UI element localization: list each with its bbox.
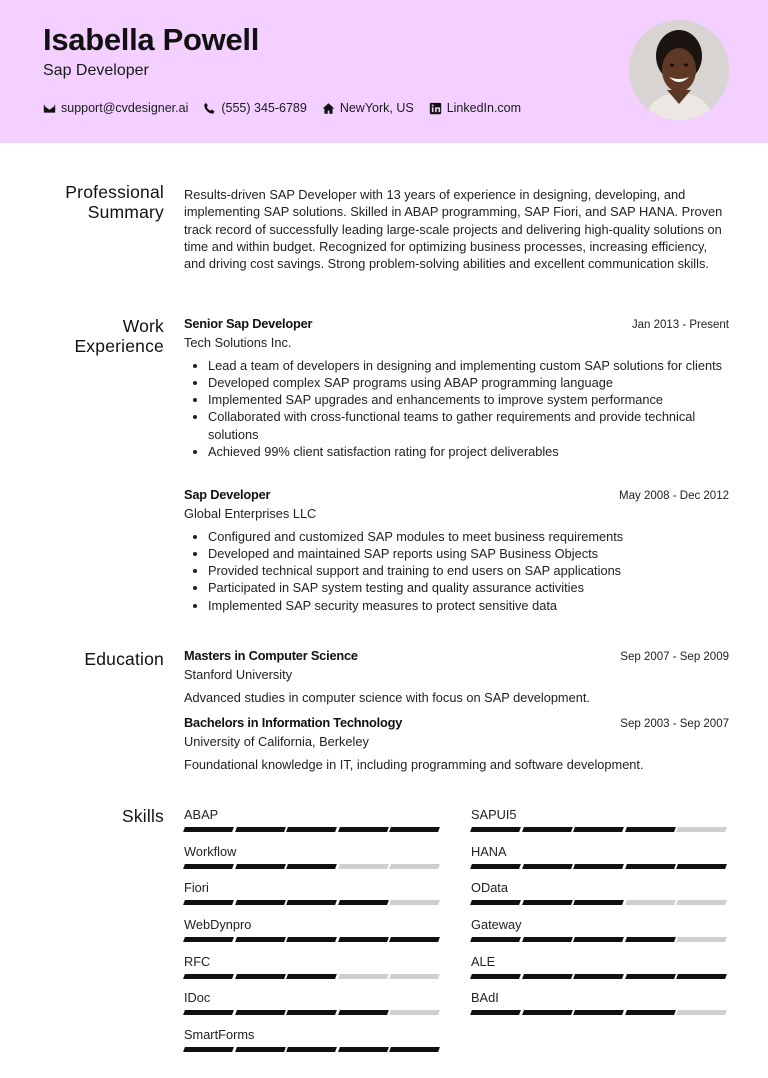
skill-level-segment (470, 864, 520, 869)
envelope-icon (43, 102, 56, 115)
skill-name: Gateway (471, 917, 522, 933)
education-date: Sep 2007 - Sep 2009 (620, 651, 729, 663)
summary-text: Results-driven SAP Developer with 13 years of experience in designing, developing, and implementing SAP solutions. Skilled in ABAP programming, SAP Fiori, and SAP HANA. Proven track record of successfully leading large-scale projects and delivering high-quality solutions on time and within budget. Recognized for optimizing business processes, increasing efficiency, and driving cost savings. Strong problem-solving abilities and excellent communication skills. (184, 187, 723, 272)
contact-bar (43, 101, 536, 115)
section-title-line: Professional (65, 182, 164, 202)
skill-level-segment (470, 900, 520, 905)
skill-name: SmartForms (184, 1027, 255, 1043)
skill-level-segment (389, 974, 439, 979)
list-item: Developed complex SAP programs using ABAP programming language (184, 374, 729, 391)
skill-level-segment (235, 827, 285, 832)
job-date: Jan 2013 - Present (631, 319, 729, 331)
school: University of California, Berkeley (184, 734, 369, 750)
skill-level-segment (522, 937, 572, 942)
skill-item (471, 807, 729, 844)
section-title-skills: Skills (121, 806, 164, 826)
phone-icon (203, 102, 216, 115)
skill-item (184, 990, 442, 1027)
skill-item (471, 990, 729, 1027)
skill-level-segment (676, 900, 726, 905)
skill-level-segment (235, 864, 285, 869)
skill-name: ALE (471, 953, 496, 969)
skill-level-segment (676, 937, 726, 942)
skill-level-segment (338, 864, 388, 869)
skill-level-segment (338, 1047, 388, 1052)
skill-name: OData (471, 880, 508, 896)
job-bullets (184, 528, 729, 614)
skill-level-segment (389, 937, 439, 942)
email-text: support@cvdesigner.ai (61, 101, 189, 115)
section-title-summary (65, 182, 164, 222)
skill-level-segment (286, 900, 336, 905)
list-item: Configured and customized SAP modules to meet business requirements (184, 528, 729, 545)
skill-level-segment (235, 937, 285, 942)
skill-level-segment (389, 1010, 439, 1015)
skill-name: RFC (184, 953, 211, 969)
avatar (629, 20, 729, 120)
skill-name: Workflow (184, 843, 237, 859)
skill-item (471, 880, 729, 917)
skill-level-bar (184, 974, 442, 979)
education-date: Sep 2003 - Sep 2007 (620, 718, 729, 730)
skill-level-bar (184, 1047, 442, 1052)
skill-level-segment (183, 827, 233, 832)
job-company: Global Enterprises LLC (184, 506, 317, 522)
skill-level-bar (471, 864, 729, 869)
skill-item (184, 844, 442, 881)
skills-column-left (184, 807, 442, 1064)
degree: Masters in Computer Science (184, 648, 358, 663)
skill-level-segment (183, 1010, 233, 1015)
list-item: Collaborated with cross-functional teams to gather requirements and provide technical solutions (184, 408, 729, 443)
skill-level-segment (286, 974, 336, 979)
skill-item (471, 844, 729, 881)
job-title: Sap Developer (43, 62, 149, 79)
degree: Bachelors in Information Technology (184, 715, 403, 730)
skill-level-segment (183, 974, 233, 979)
skill-name: IDoc (184, 990, 211, 1006)
skill-level-segment (235, 1010, 285, 1015)
list-item: Implemented SAP upgrades and enhancements to improve system performance (184, 391, 729, 408)
skill-level-segment (625, 974, 675, 979)
skill-level-segment (183, 1047, 233, 1052)
skill-level-segment (286, 937, 336, 942)
skill-level-bar (471, 827, 729, 832)
skill-level-bar (184, 900, 442, 905)
list-item: Participated in SAP system testing and quality assurance activities (184, 579, 729, 596)
skill-name: HANA (471, 843, 507, 859)
skill-level-bar (471, 900, 729, 905)
skill-item (184, 880, 442, 917)
skill-level-segment (573, 1010, 623, 1015)
work-entry (184, 315, 729, 460)
skill-level-segment (338, 1010, 388, 1015)
linkedin-icon (429, 102, 442, 115)
education-description: Advanced studies in computer science with focus on SAP development. (184, 689, 590, 705)
education-entry (184, 714, 729, 773)
list-item: Achieved 99% client satisfaction rating for project deliverables (184, 443, 729, 460)
skill-level-segment (235, 974, 285, 979)
education-description: Foundational knowledge in IT, including programming and software development. (184, 756, 644, 772)
work-entry (184, 486, 729, 614)
skill-level-segment (522, 974, 572, 979)
skill-level-segment (470, 974, 520, 979)
skill-level-segment (338, 827, 388, 832)
skill-level-bar (184, 937, 442, 942)
skill-level-segment (573, 974, 623, 979)
skill-level-segment (676, 827, 726, 832)
profile-photo (629, 20, 729, 120)
skill-name: WebDynpro (184, 917, 252, 933)
skill-item (471, 917, 729, 954)
skill-level-segment (522, 1010, 572, 1015)
skill-level-segment (676, 864, 726, 869)
skill-item (184, 917, 442, 954)
section-title-work (74, 316, 164, 356)
contact-location (322, 101, 414, 115)
skill-name: ABAP (184, 807, 219, 822)
candidate-name: Isabella Powell (43, 22, 260, 57)
skill-level-segment (183, 900, 233, 905)
skill-level-bar (184, 827, 442, 832)
job-role: Sap Developer (184, 487, 271, 502)
job-role: Senior Sap Developer (184, 316, 313, 331)
skill-level-bar (184, 864, 442, 869)
contact-linkedin[interactable] (429, 101, 521, 115)
resume-header (0, 0, 768, 143)
skill-level-segment (573, 864, 623, 869)
skill-name: BAdI (471, 990, 499, 1006)
contact-phone[interactable] (203, 101, 306, 115)
skill-level-segment (573, 827, 623, 832)
school: Stanford University (184, 667, 293, 683)
section-title-line: Summary (87, 202, 164, 222)
education-entry (184, 647, 729, 706)
linkedin-text: LinkedIn.com (446, 101, 522, 115)
skill-level-segment (389, 827, 439, 832)
skill-level-segment (286, 827, 336, 832)
skill-level-segment (522, 827, 572, 832)
skill-level-segment (286, 1010, 336, 1015)
skill-level-segment (522, 900, 572, 905)
skill-item (184, 1027, 442, 1064)
list-item: Provided technical support and training to end users on SAP applications (184, 562, 729, 579)
skill-name: Fiori (184, 880, 209, 896)
home-icon (322, 102, 335, 115)
skill-level-segment (625, 864, 675, 869)
skill-item (184, 807, 442, 844)
skill-name: SAPUI5 (471, 807, 517, 822)
skill-level-segment (338, 974, 388, 979)
skill-level-segment (573, 900, 623, 905)
skill-level-segment (625, 1010, 675, 1015)
skill-level-segment (470, 937, 520, 942)
skill-level-bar (471, 1010, 729, 1015)
skill-level-segment (573, 937, 623, 942)
skill-level-segment (470, 1010, 520, 1015)
section-title-education: Education (84, 649, 164, 669)
list-item: Developed and maintained SAP reports using SAP Business Objects (184, 545, 729, 562)
skill-level-bar (184, 1010, 442, 1015)
skill-level-segment (286, 1047, 336, 1052)
skill-level-segment (625, 937, 675, 942)
skill-level-bar (471, 974, 729, 979)
skills-column-right (471, 807, 729, 1027)
skill-level-segment (183, 864, 233, 869)
skill-level-segment (470, 827, 520, 832)
phone-text: (555) 345-6789 (221, 101, 307, 115)
skill-level-segment (235, 1047, 285, 1052)
skill-level-segment (676, 974, 726, 979)
skill-level-segment (235, 900, 285, 905)
skill-item (471, 954, 729, 991)
job-date: May 2008 - Dec 2012 (619, 490, 729, 502)
skill-level-segment (676, 1010, 726, 1015)
location-text: NewYork, US (339, 101, 414, 115)
job-bullets (184, 357, 729, 461)
skill-item (184, 954, 442, 991)
skill-level-segment (625, 900, 675, 905)
skill-level-segment (183, 937, 233, 942)
skill-level-segment (389, 864, 439, 869)
skill-level-bar (471, 937, 729, 942)
skill-level-segment (338, 937, 388, 942)
skill-level-segment (522, 864, 572, 869)
job-company: Tech Solutions Inc. (184, 335, 292, 351)
skill-level-segment (286, 864, 336, 869)
contact-email[interactable] (43, 101, 188, 115)
list-item: Lead a team of developers in designing and implementing custom SAP solutions for clients (184, 357, 729, 374)
skill-level-segment (389, 900, 439, 905)
skill-level-segment (338, 900, 388, 905)
skill-level-segment (625, 827, 675, 832)
list-item: Implemented SAP security measures to protect sensitive data (184, 597, 729, 614)
skill-level-segment (389, 1047, 439, 1052)
section-title-line: Experience (74, 336, 164, 356)
section-title-line: Work (122, 316, 164, 336)
